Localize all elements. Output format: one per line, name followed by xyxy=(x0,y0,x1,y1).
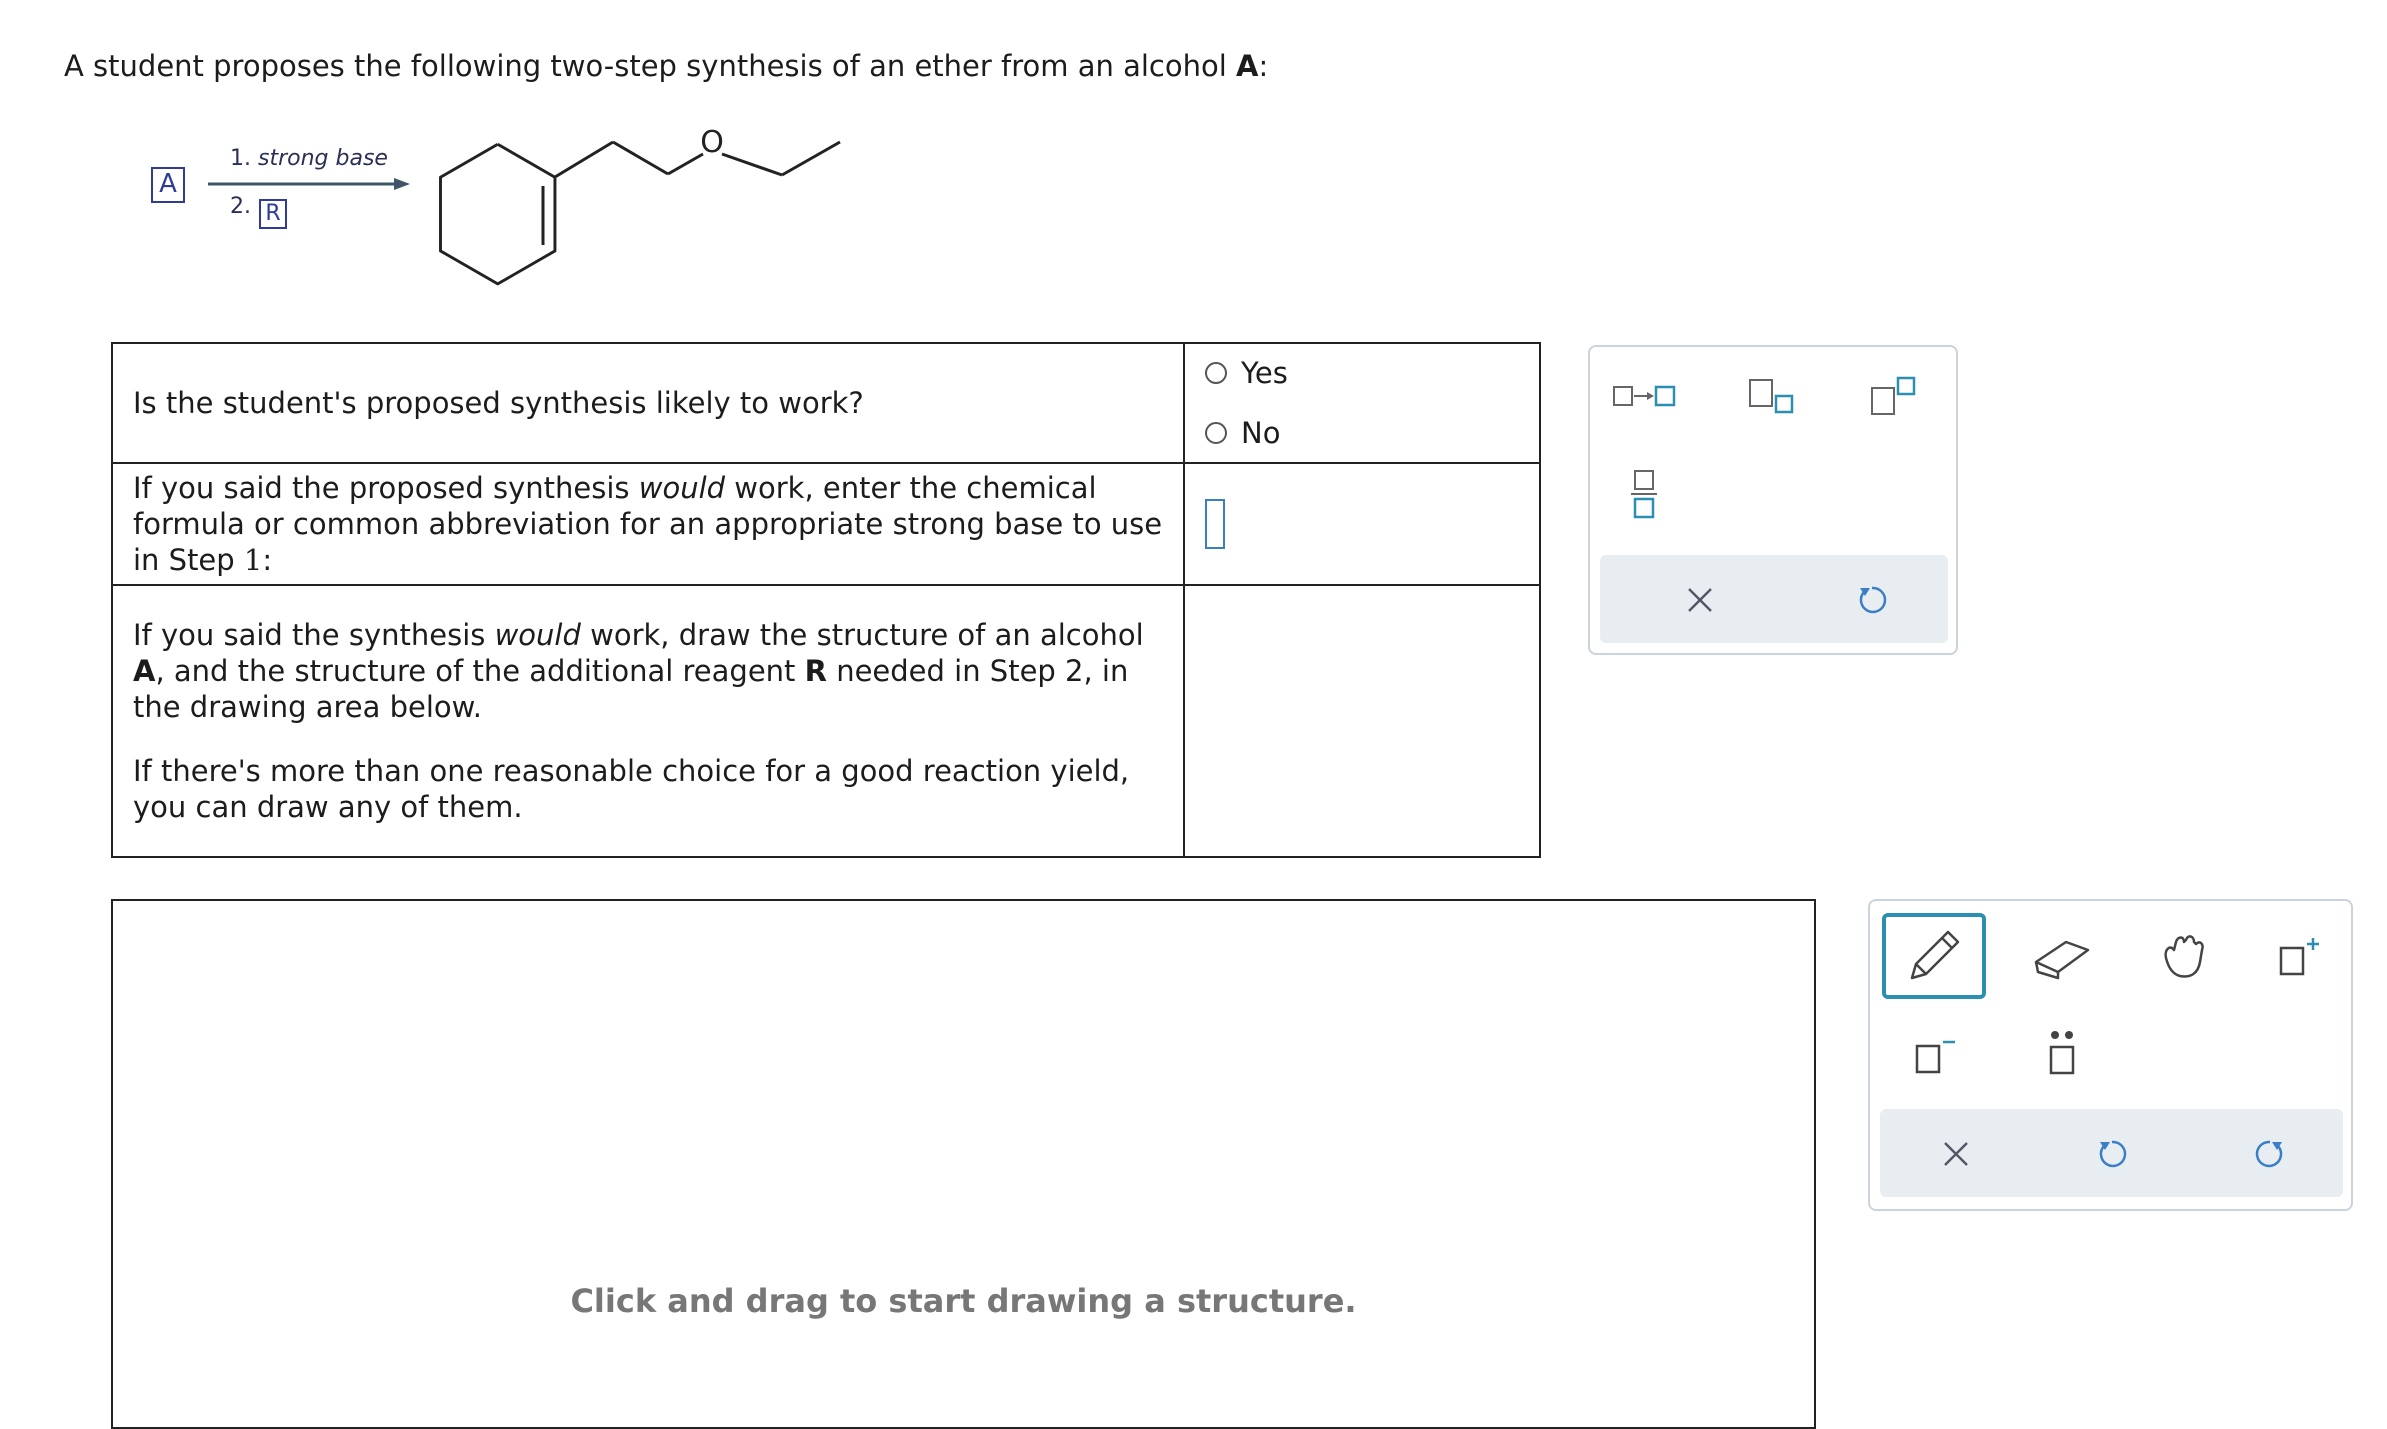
lone-pair-button[interactable] xyxy=(2020,1019,2104,1091)
base-formula-input[interactable] xyxy=(1205,499,1225,549)
negative-charge-button[interactable] xyxy=(1892,1019,1976,1091)
question-1-cell: Is the student's proposed synthesis likely to work? xyxy=(112,343,1184,463)
undo-button[interactable] xyxy=(1842,573,1902,627)
drawing-tools-palette xyxy=(1868,899,2353,1211)
lone-pair-icon xyxy=(2037,1027,2087,1083)
delete-drawing-button[interactable] xyxy=(1926,1127,1986,1181)
eraser-tool-button[interactable] xyxy=(2020,921,2104,993)
question-3-cell: If you said the synthesis would work, draw the structure of an alcohol A, and the structure of the additional reagent R needed in Step 2, in the drawing area below. If there's more than one reasonable choice for a good reaction yield, you can draw any of them. xyxy=(112,585,1184,857)
charge-plus-icon xyxy=(2273,932,2323,982)
reaction-arrow-template-button[interactable] xyxy=(1610,369,1678,423)
superscript-icon xyxy=(1866,374,1922,418)
yes-no-cell xyxy=(1184,343,1540,463)
clear-button[interactable] xyxy=(1670,573,1730,627)
charge-minus-icon xyxy=(1909,1030,1959,1080)
pencil-tool-button[interactable] xyxy=(1882,913,1986,999)
yes-radio[interactable] xyxy=(1205,362,1227,384)
subscript-icon xyxy=(1744,374,1800,418)
question-3-note: If there's more than one reasonable choice for a good reaction yield, you can draw any of them. xyxy=(133,754,1130,824)
no-radio[interactable] xyxy=(1205,422,1227,444)
oxygen-atom-label: O xyxy=(700,125,724,160)
superscript-button[interactable] xyxy=(1860,369,1928,423)
step2-condition: 2. xyxy=(230,194,251,219)
step1-condition: 1. strong base xyxy=(230,146,388,171)
question-prompt: A student proposes the following two-step synthesis of an ether from an alcohol A: xyxy=(64,49,1269,83)
reaction-arrow xyxy=(206,176,412,192)
reactant-a-label: A xyxy=(151,167,185,203)
eraser-icon xyxy=(2030,932,2094,982)
subscript-button[interactable] xyxy=(1738,369,1806,423)
fraction-button[interactable] xyxy=(1610,465,1678,521)
fraction-icon xyxy=(1629,465,1659,521)
undo-icon xyxy=(2095,1137,2129,1171)
close-icon xyxy=(1941,1139,1971,1169)
product-ether-structure xyxy=(420,120,860,290)
reaction-template-icon xyxy=(1612,381,1676,411)
base-answer-cell xyxy=(1184,463,1540,585)
drawing-redo-button[interactable] xyxy=(2240,1127,2300,1181)
close-icon xyxy=(1685,585,1715,615)
input-palette xyxy=(1588,345,1958,655)
question-table xyxy=(111,342,1541,858)
undo-icon xyxy=(1855,583,1889,617)
drawing-undo-button[interactable] xyxy=(2082,1127,2142,1181)
empty-cell xyxy=(1184,585,1540,857)
question-2-cell: If you said the proposed synthesis would work, enter the chemical formula or common abbreviation for an appropriate strong base to use in Step 1: xyxy=(112,463,1184,585)
option-yes[interactable]: Yes xyxy=(1205,349,1519,397)
option-no[interactable]: No xyxy=(1205,409,1519,457)
hand-tool-button[interactable] xyxy=(2142,921,2226,993)
canvas-hint: Click and drag to start drawing a structure. xyxy=(570,1282,1357,1320)
redo-icon xyxy=(2253,1137,2287,1171)
pencil-icon xyxy=(1904,926,1964,986)
drawing-canvas[interactable] xyxy=(111,899,1816,1429)
add-charge-button[interactable] xyxy=(2256,921,2340,993)
reagent-r-label: R xyxy=(259,199,287,229)
hand-icon xyxy=(2156,932,2212,982)
